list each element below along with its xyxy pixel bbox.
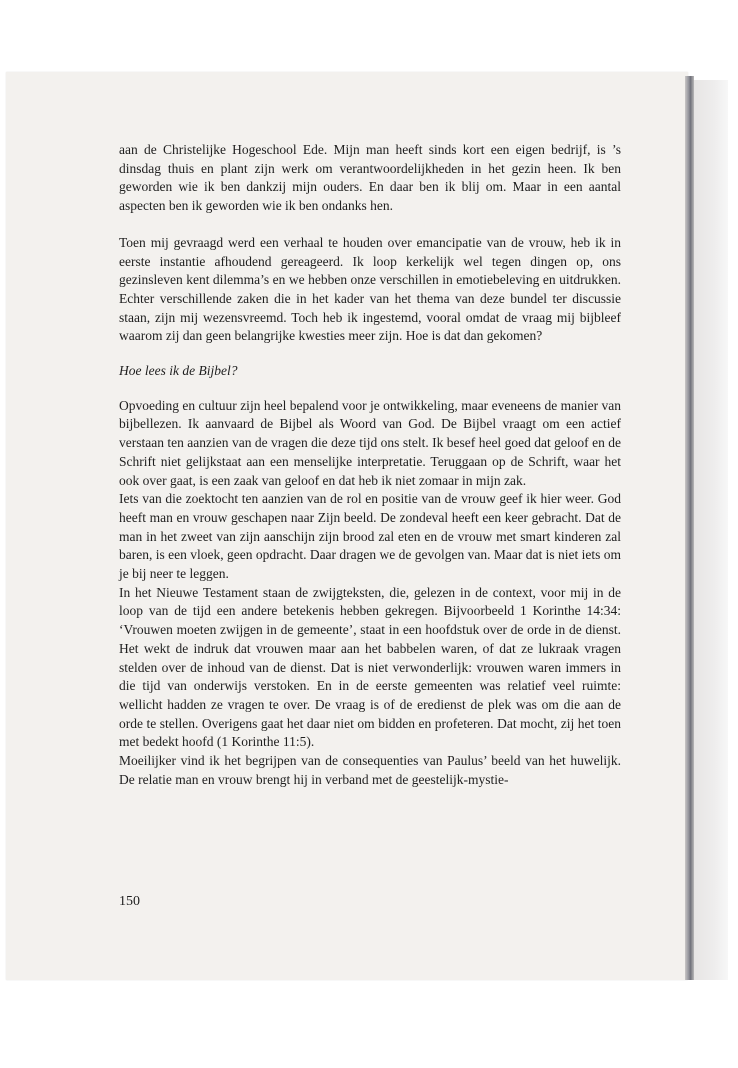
- paragraph: Opvoeding en cultuur zijn heel bepalend voor je ontwikkeling, maar eveneens de manier van bijbellezen. Ik aanvaard de Bijbel als Woord van God. De Bijbel vraagt om een actief verstaan ten aanzien van de vragen die deze tijd ons stelt. Ik besef heel goed dat geloof en de Schrift niet gelijkstaat aan een menselijke interpretatie. Teruggaan op de Schrift, waar het ook over gaat, is een zaak van geloof en dat heb ik niet zomaar in mijn zak.: [119, 397, 621, 488]
- body-text: [119, 141, 621, 790]
- paragraph: Toen mij gevraagd werd een verhaal te houden over emancipatie van de vrouw, heb ik in eerste instantie afhoudend gereageerd. Ik loop kerkelijk wel tegen dingen op, ons gezinsleven kent dilemma’s en we hebben onze verschillen in emotiebeleving en uitdrukken. Echter verschillende zaken die in het kader van het thema van deze bundel ter discussie staan, zijn mij wezensvreemd. Toch heb ik ingestemd, vooral omdat de vraag mij bijbleef waarom zij dan geen belangrijke kwesties meer zijn. Hoe is dat dan gekomen?: [119, 234, 621, 344]
- paragraph: Iets van die zoektocht ten aanzien van de rol en positie van de vrouw geef ik hier weer. God heeft man en vrouw geschapen naar Zijn beeld. De zondeval heeft een keer gebracht. Dat de man in het zweet van zijn aanschijn zijn brood zal eten en de vrouw met smart kinderen zal baren, is een vloek, geen opdracht. Daar dragen we de gevolgen van. Maar dat is niet iets om je bij neer te leggen.: [119, 491, 621, 582]
- page-number: 150: [119, 894, 140, 909]
- paragraph: Moeilijker vind ik het begrijpen van de consequenties van Paulus’ beeld van het huwelijk. De relatie man en vrouw brengt hij in verband met de geestelijk-mystie-: [119, 753, 621, 787]
- page-edge-shadow: [685, 76, 694, 980]
- section-heading: Hoe lees ik de Bijbel?: [119, 363, 238, 379]
- paragraph: aan de Christelijke Hogeschool Ede. Mijn man heeft sinds kort een eigen bedrijf, is ’s dinsdag thuis en plant zijn werk om verantwoordelijkheden in het gezin heen. Ik ben geworden wie ik ben dankzij mijn ouders. En daar ben ik blij om. Maar in een aantal aspecten ben ik geworden wie ik ben ondanks hen.: [119, 142, 621, 214]
- paragraph: In het Nieuwe Testament staan de zwijgteksten, die, gelezen in de context, voor mij in de loop van de tijd een andere betekenis hebben gekregen. Bijvoorbeeld 1 Korinthe 14:34: ‘Vrouwen moeten zwijgen in de gemeente’, staat in een hoofdstuk over de orde in de dienst. Het wekt de indruk dat vrouwen maar aan het babbelen waren, of dat ze lukraak vragen stelden over de inhoud van de dienst. Dat is niet verwonderlijk: vrouwen waren immers in die tijd van onderwijs verstoken. En in de eerste gemeenten was relatief veel ruimte: wellicht hadden ze vragen te over. De vraag is of de eredienst de plek was om die aan de orde te stellen. Overigens gaat het daar niet om bidden en profeteren. Dat mocht, zij het toen met bedekt hoofd (1 Korinthe 11:5).: [119, 584, 621, 750]
- page-stack-edge: [694, 80, 728, 980]
